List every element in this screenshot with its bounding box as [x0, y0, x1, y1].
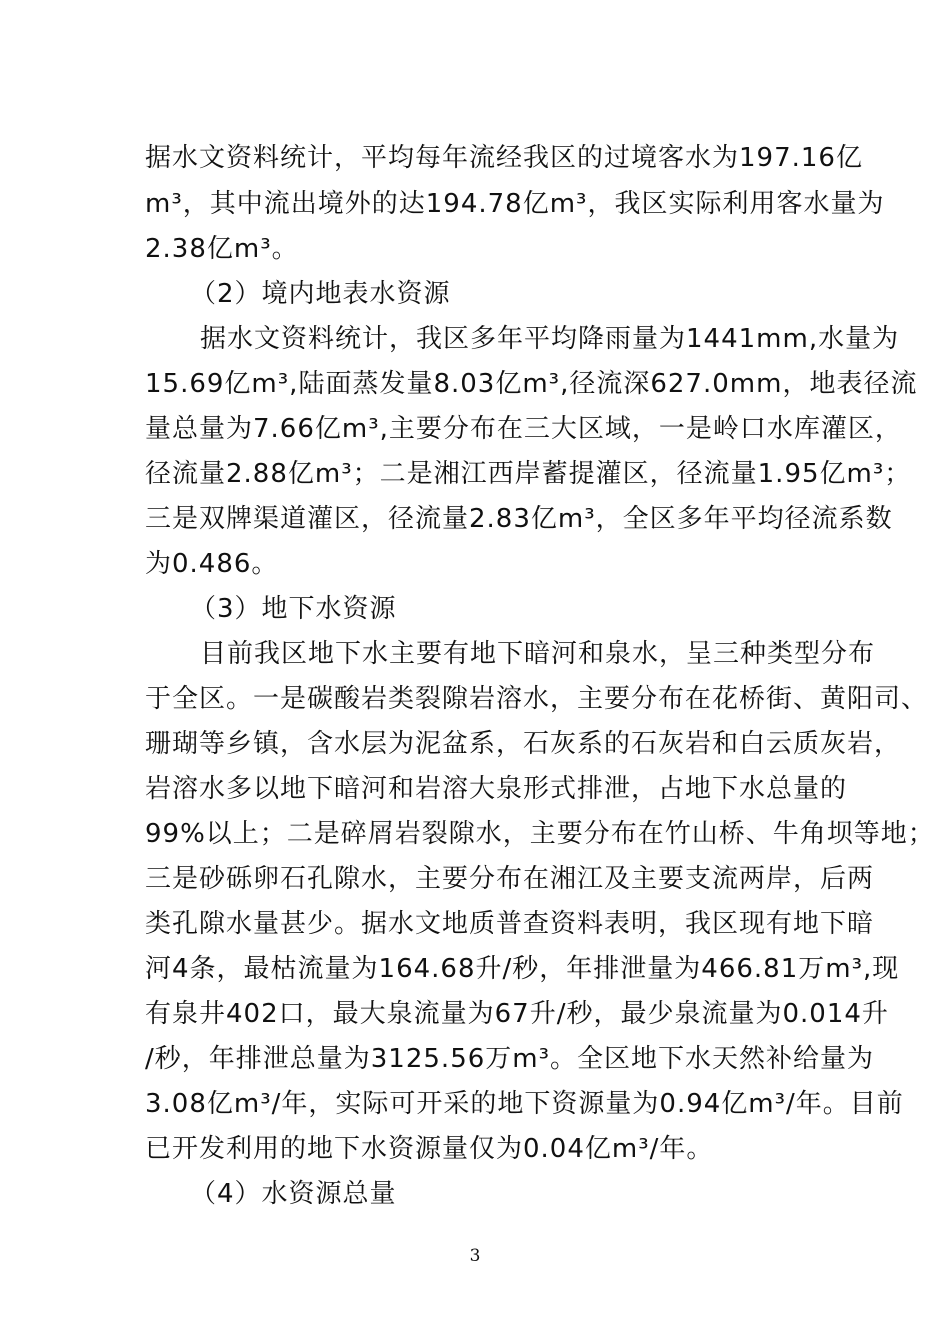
- body-text-line: 目前我区地下水主要有地下暗河和泉水，呈三种类型分布: [200, 639, 876, 669]
- body-text-line: 15.69亿m³,陆面蒸发量8.03亿m³,径流深627.0mm，地表径流: [145, 369, 918, 399]
- body-text-line: 已开发利用的地下水资源量仅为0.04亿m³/年。: [145, 1134, 714, 1164]
- section-heading: （3）地下水资源: [190, 594, 397, 624]
- body-text-line: 据水文资料统计，我区多年平均降雨量为1441mm,水量为: [200, 324, 900, 354]
- body-text-line: 于全区。一是碳酸岩类裂隙岩溶水，主要分布在花桥街、黄阳司、: [145, 684, 929, 714]
- body-text-line: 3.08亿m³/年，实际可开采的地下资源量为0.94亿m³/年。目前: [145, 1089, 904, 1119]
- body-text-line: 河4条，最枯流量为164.68升/秒，年排泄量为466.81万m³,现: [145, 954, 900, 984]
- body-text-line: 量总量为7.66亿m³,主要分布在三大区域，一是岭口水库灌区，: [145, 414, 902, 444]
- body-text-line: 据水文资料统计，平均每年流经我区的过境客水为197.16亿: [145, 143, 863, 173]
- body-text-line: 珊瑚等乡镇，含水层为泥盆系，石灰系的石灰岩和白云质灰岩，: [145, 729, 902, 759]
- body-text-line: 径流量2.88亿m³；二是湘江西岸蓄提灌区，径流量1.95亿m³；: [145, 459, 912, 489]
- body-text-line: /秒，年排泄总量为3125.56万m³。全区地下水天然补给量为: [145, 1044, 875, 1074]
- body-text-line: 99%以上；二是碎屑岩裂隙水，主要分布在竹山桥、牛角坝等地；: [145, 819, 935, 849]
- body-text-line: 三是砂砾卵石孔隙水，主要分布在湘江及主要支流两岸，后两: [145, 864, 875, 894]
- section-heading: （2）境内地表水资源: [190, 279, 451, 309]
- body-text-line: 类孔隙水量甚少。据水文地质普查资料表明，我区现有地下暗: [145, 909, 875, 939]
- body-text-line: 2.38亿m³。: [145, 234, 299, 264]
- body-text-line: m³，其中流出境外的达194.78亿m³，我区实际利用客水量为: [145, 189, 885, 219]
- body-text-line: 三是双牌渠道灌区，径流量2.83亿m³，全区多年平均径流系数: [145, 504, 893, 534]
- section-heading: （4）水资源总量: [190, 1179, 397, 1209]
- body-text-line: 岩溶水多以地下暗河和岩溶大泉形式排泄，占地下水总量的: [145, 774, 848, 804]
- body-text-line: 为0.486。: [145, 549, 279, 579]
- page-number: 3: [469, 1246, 481, 1266]
- body-text-line: 有泉井402口，最大泉流量为67升/秒，最少泉流量为0.014升: [145, 999, 889, 1029]
